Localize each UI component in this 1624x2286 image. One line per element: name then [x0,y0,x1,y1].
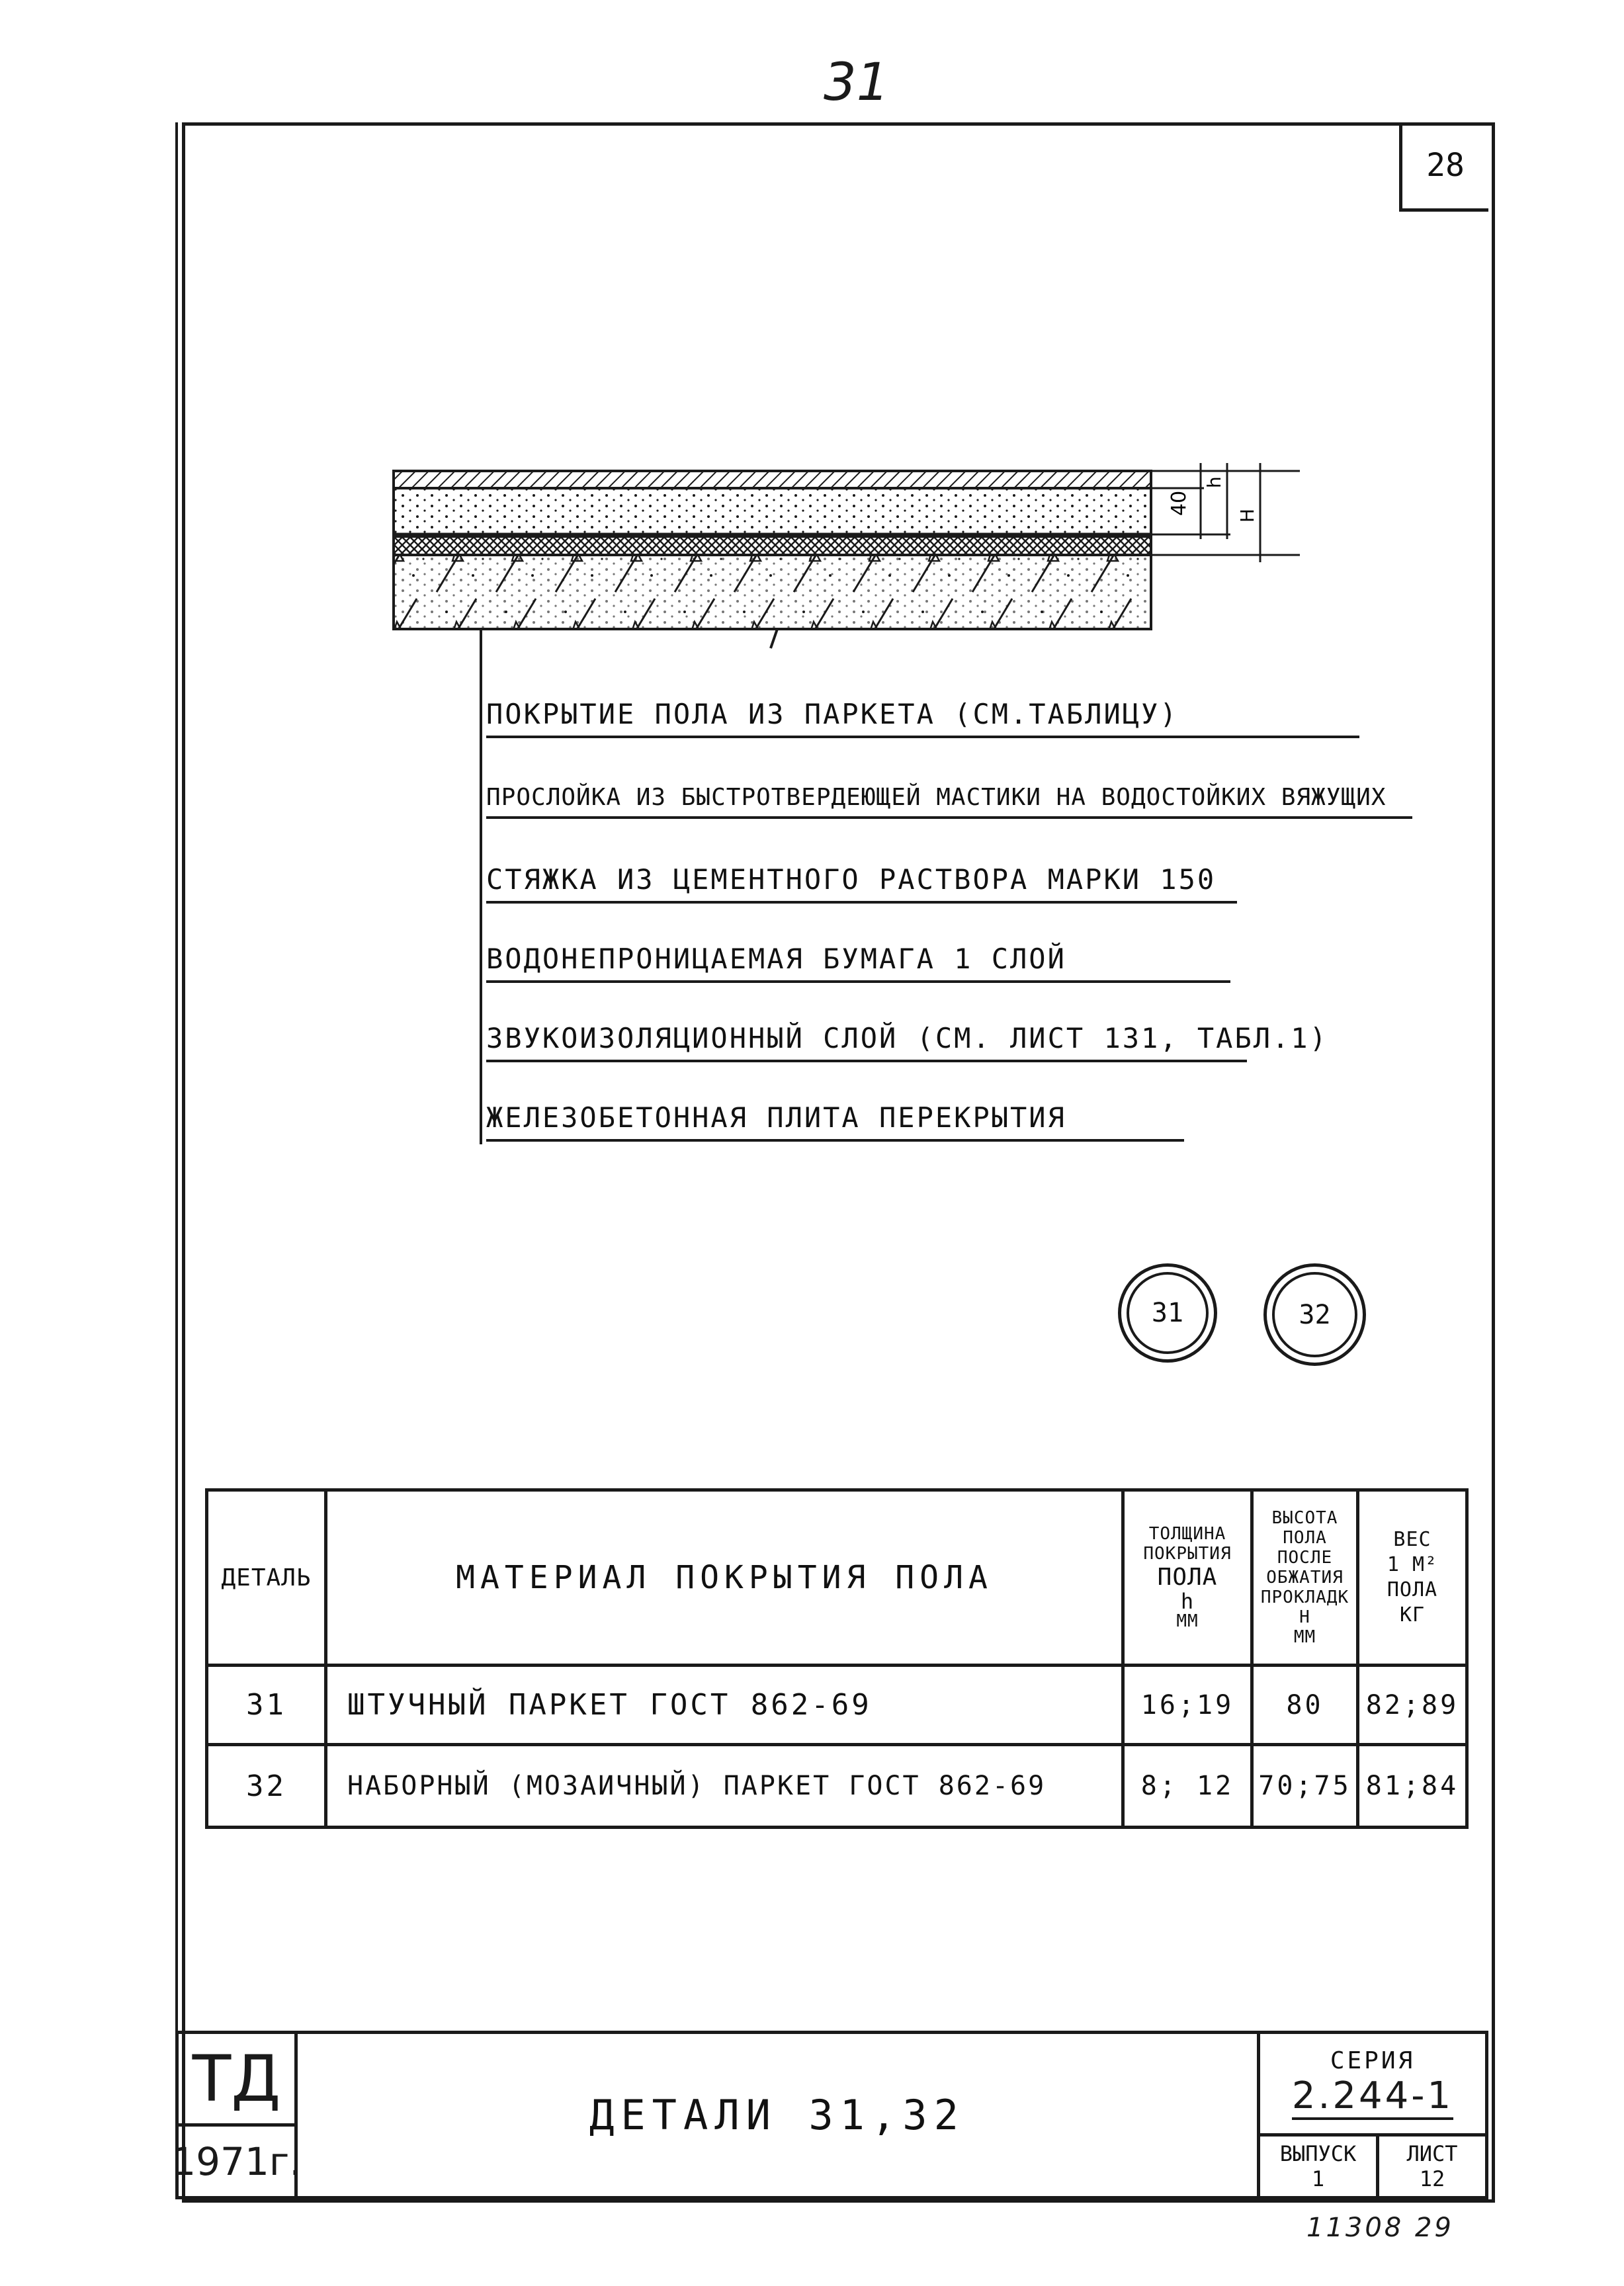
stamp-year: 1971г. [171,2138,302,2184]
row-material: ШТУЧНЫЙ ПАРКЕТ ГОСТ 862-69 [326,1666,1123,1745]
row-thickness: 16;19 [1123,1666,1252,1745]
table-row [207,1666,1467,1745]
row-material: НАБОРНЫЙ (МОЗАИЧНЫЙ) ПАРКЕТ ГОСТ 862-69 [326,1745,1123,1828]
drawing-frame [182,122,1495,2203]
footer-note: 11308 29 [1306,2213,1454,2243]
stamp-issue-value: 1 [1311,2166,1325,2191]
materials-table [205,1488,1469,1829]
frame-margin-line [175,122,178,2196]
stamp-series-label: СЕРИЯ [1330,2047,1416,2074]
dim-thickness-label: 40 [1168,490,1191,516]
sheet-corner-number [1399,122,1488,212]
layer-label-parquet: ПОКРЫТИЕ ПОЛА ИЗ ПАРКЕТА (СМ.ТАБЛИЦУ) [486,698,1359,738]
sheet-corner-number-text: 28 [1426,147,1465,184]
stamp-org: ТД [192,2041,281,2116]
table-row [207,1745,1467,1828]
detail-marker-32 [1263,1263,1366,1366]
row-height: 70;75 [1252,1745,1358,1828]
floor-section-drawing [370,450,1316,661]
header-thickness: ТОЛЩИНА ПОКРЫТИЯ ПОЛА h ММ [1123,1490,1252,1666]
detail-marker-31-text: 31 [1151,1298,1184,1328]
layer-label-paper: ВОДОНЕПРОНИЦАЕМАЯ БУМАГА 1 СЛОЙ [486,943,1230,983]
header-detail: ДЕТАЛЬ [207,1490,326,1666]
header-weight: ВЕС 1 М² ПОЛА КГ [1358,1490,1467,1666]
stamp-year-cell [171,2123,302,2199]
layer-label-mastic: ПРОСЛОЙКА ИЗ БЫСТРОТВЕРДЕЮЩЕЙ МАСТИКИ НА ВОДОСТОЙКИХ ВЯЖУЩИХ [486,784,1412,819]
stamp-sheet-label: ЛИСТ [1406,2141,1458,2166]
stamp-title-cell [294,2031,1260,2199]
row-detail: 31 [207,1666,326,1745]
stamp-title: ДЕТАЛИ 31,32 [589,2091,965,2139]
layer-label-screed: СТЯЖКА ИЗ ЦЕМЕНТНОГО РАСТВОРА МАРКИ 150 [486,863,1237,904]
header-height: ВЫСОТА ПОЛА ПОСЛЕ ОБЖАТИЯ ПРОКЛАДК Н ММ [1252,1490,1358,1666]
table-header-row [207,1490,1467,1666]
leader-line [480,628,482,1144]
stamp-sheet-cell [1376,2133,1488,2199]
stamp-series-cell [1257,2031,1488,2137]
stamp-series-value: 2.244-1 [1292,2074,1453,2120]
row-detail: 32 [207,1745,326,1828]
stamp-issue-cell [1257,2133,1379,2199]
stamp-org-cell [175,2031,298,2127]
stamp-issue-label: ВЫПУСК [1279,2141,1357,2166]
row-weight: 81;84 [1358,1745,1467,1828]
layer-label-sound: ЗВУКОИЗОЛЯЦИОННЫЙ СЛОЙ (СМ. ЛИСТ 131, ТАБЛ.1) [486,1022,1247,1062]
stamp-sheet-value: 12 [1419,2166,1445,2191]
row-weight: 82;89 [1358,1666,1467,1745]
layer-label-slab: ЖЕЛЕЗОБЕТОННАЯ ПЛИТА ПЕРЕКРЫТИЯ [486,1101,1184,1142]
dim-h-big-label: H [1236,508,1258,523]
header-material: МАТЕРИАЛ ПОКРЫТИЯ ПОЛА [326,1490,1123,1666]
row-height: 80 [1252,1666,1358,1745]
row-thickness: 8; 12 [1123,1745,1252,1828]
page-number-mark: 31 [824,53,890,112]
detail-marker-31 [1118,1263,1217,1363]
detail-marker-32-text: 32 [1299,1299,1331,1330]
dim-h-small-label: h [1203,476,1225,488]
